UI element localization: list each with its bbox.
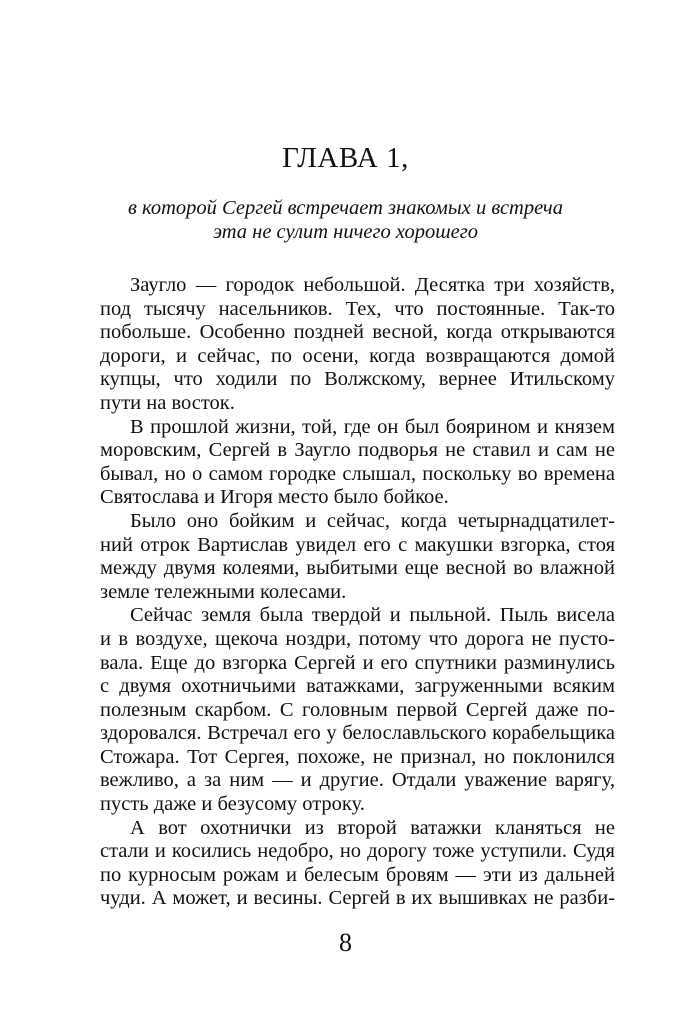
text-line: по курносым рожам и белесым бровям — эти из дальней bbox=[100, 863, 615, 886]
text-line: Святослава и Игоря место было бойкое. bbox=[100, 486, 449, 509]
subtitle-line: эта не сулит ничего хорошего bbox=[212, 221, 479, 243]
text-line: земле тележными колесами. bbox=[100, 580, 347, 603]
text-line: В прошлой жизни, той, где он был боярином и князем bbox=[130, 415, 615, 438]
text-line: здоровался. Встречал его у белославльского корабельщика bbox=[100, 722, 615, 745]
paragraph bbox=[100, 604, 615, 816]
paragraph bbox=[100, 817, 615, 911]
text-line: полезным скарбом. С головным первой Сергей даже по- bbox=[100, 698, 615, 721]
subtitle-line: в которой Сергей встречает знакомых и встреча bbox=[128, 197, 563, 219]
text-line: моровским, Сергей в Заугло подворья не ставил и сам не bbox=[100, 439, 615, 462]
paragraph bbox=[100, 510, 615, 604]
text-line: чуди. А может, и весины. Сергей в их вышивках не разби- bbox=[100, 887, 615, 910]
text-line: Было оно бойким и сейчас, когда четырнадцатилет- bbox=[130, 509, 615, 532]
chapter-subtitle bbox=[100, 196, 591, 244]
text-line: побольше. Особенно поздней весной, когда открываются bbox=[100, 321, 615, 344]
text-line: А вот охотнички из второй ватажки кланяться не bbox=[130, 816, 615, 839]
text-line: ний отрок Вартислав увидел его с макушки взгорка, стоя bbox=[100, 533, 615, 556]
text-line: стали и косились недобро, но дорогу тоже уступили. Судя bbox=[100, 840, 615, 863]
text-line: Стожара. Тот Сергея, похоже, не признал, но поклонился bbox=[100, 745, 615, 768]
page-number: 8 bbox=[339, 928, 352, 957]
text-line: между двумя колеями, выбитыми еще весной во влажной bbox=[100, 557, 615, 580]
text-line: вала. Еще до взгорка Сергей и его спутники разминулись bbox=[100, 651, 615, 674]
text-line: вежливо, а за ним — и другие. Отдали уважение варягу, bbox=[100, 769, 615, 792]
paragraph bbox=[100, 416, 615, 510]
text-line: и в воздухе, щекоча ноздри, потому что дорога не пусто- bbox=[100, 627, 615, 650]
text-line: купцы, что ходили по Волжскому, вернее Итильскому bbox=[100, 368, 615, 391]
text-line: дороги, и сейчас, по осени, когда возвращаются домой bbox=[100, 344, 615, 367]
chapter-title: ГЛАВА 1, bbox=[282, 142, 409, 174]
text-line: пути на восток. bbox=[100, 391, 235, 414]
text-line: бывал, но о самом городке слышал, поскольку во времена bbox=[100, 462, 615, 485]
body-text bbox=[100, 274, 615, 911]
paragraph bbox=[100, 274, 615, 416]
text-line: под тысячу насельников. Тех, что постоянные. Так-то bbox=[100, 297, 615, 320]
text-line: Сейчас земля была твердой и пыльной. Пыль висела bbox=[130, 604, 615, 627]
text-line: Заугло — городок небольшой. Десятка три хозяйств, bbox=[130, 274, 615, 296]
text-line: с двумя охотничьими ватажками, загруженными всяким bbox=[100, 675, 615, 698]
text-line: пусть даже и безусому отроку. bbox=[100, 793, 365, 816]
